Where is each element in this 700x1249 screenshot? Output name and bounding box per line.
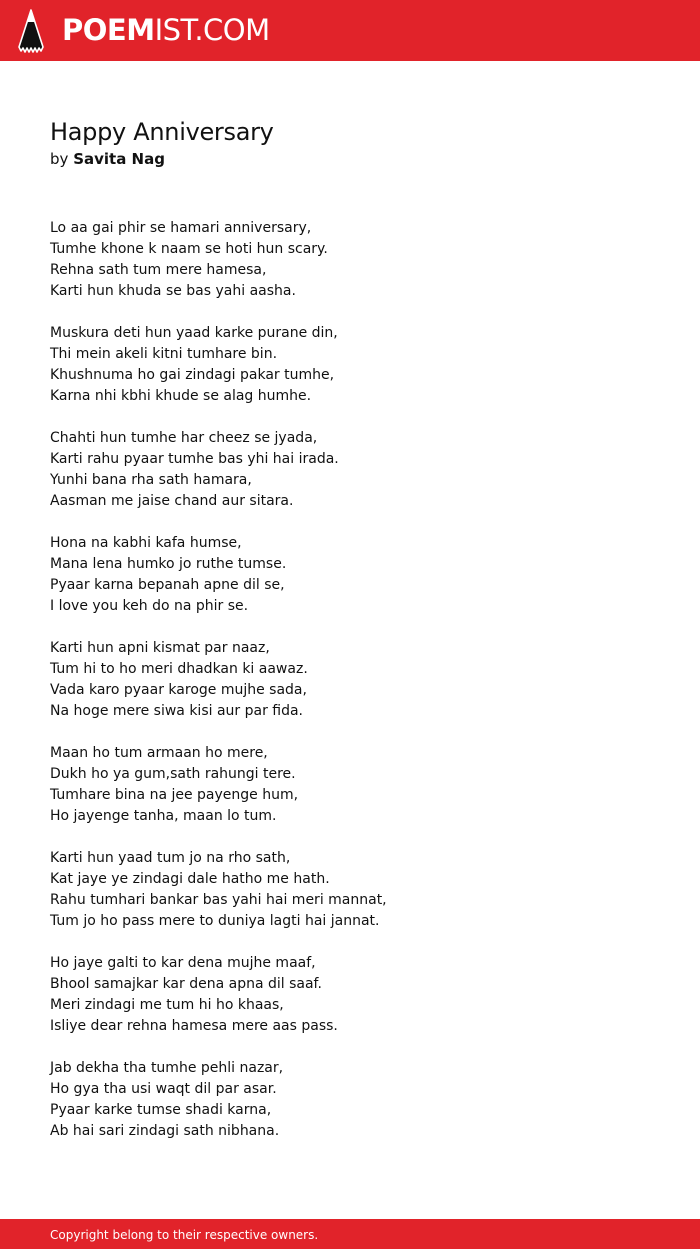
stanza xyxy=(50,638,670,722)
site-logo[interactable] xyxy=(62,11,270,49)
poem-line: Tum hi to ho meri dhadkan ki aawaz. xyxy=(50,661,308,677)
stanza xyxy=(50,953,670,1037)
poem-line: Maan ho tum armaan ho mere, xyxy=(50,745,268,761)
poem-line: Tum jo ho pass mere to duniya lagti hai jannat. xyxy=(50,913,380,929)
poem-line: Mana lena humko jo ruthe tumse. xyxy=(50,556,287,572)
poem-line: Thi mein akeli kitni tumhare bin. xyxy=(50,346,278,362)
site-footer xyxy=(0,1219,700,1249)
by-label: by xyxy=(50,150,69,168)
poem-line: Rahu tumhari bankar bas yahi hai meri mannat, xyxy=(50,892,387,908)
poem-line: Ab hai sari zindagi sath nibhana. xyxy=(50,1123,280,1139)
poem-line: Vada karo pyaar karoge mujhe sada, xyxy=(50,682,307,698)
poem-line: Rehna sath tum mere hamesa, xyxy=(50,262,267,278)
footer-copyright: Copyright belong to their respective owners. xyxy=(50,1228,319,1242)
poem-title: Happy Anniversary xyxy=(50,118,274,146)
poem-body xyxy=(50,218,670,1163)
poem-line: Kat jaye ye zindagi dale hatho me hath. xyxy=(50,871,330,887)
stanza xyxy=(50,533,670,617)
poem-line: I love you keh do na phir se. xyxy=(50,598,249,614)
stanza xyxy=(50,1058,670,1142)
logo-bold-text: POEM xyxy=(62,13,155,47)
stanza xyxy=(50,743,670,827)
poem-line: Dukh ho ya gum,sath rahungi tere. xyxy=(50,766,296,782)
poem-line: Pyaar karke tumse shadi karna, xyxy=(50,1102,272,1118)
poem-line: Bhool samajkar kar dena apna dil saaf. xyxy=(50,976,322,992)
poem-line: Karti hun yaad tum jo na rho sath, xyxy=(50,850,291,866)
poem-line: Tumhare bina na jee payenge hum, xyxy=(50,787,299,803)
stanza xyxy=(50,323,670,407)
poem-line: Hona na kabhi kafa humse, xyxy=(50,535,242,551)
poem-line: Lo aa gai phir se hamari anniversary, xyxy=(50,220,312,236)
poem-line: Ho jaye galti to kar dena mujhe maaf, xyxy=(50,955,316,971)
poem-line: Isliye dear rehna hamesa mere aas pass. xyxy=(50,1018,338,1034)
stanza xyxy=(50,428,670,512)
poem-line: Meri zindagi me tum hi ho khaas, xyxy=(50,997,284,1013)
poem-line: Na hoge mere siwa kisi aur par fida. xyxy=(50,703,304,719)
pencil-tip-icon xyxy=(17,9,45,53)
poem-line: Tumhe khone k naam se hoti hun scary. xyxy=(50,241,328,257)
poem-author: Savita Nag xyxy=(73,150,165,168)
stanza xyxy=(50,848,670,932)
poem-line: Jab dekha tha tumhe pehli nazar, xyxy=(50,1060,284,1076)
poem-line: Yunhi bana rha sath hamara, xyxy=(50,472,252,488)
poem-line: Karna nhi kbhi khude se alag humhe. xyxy=(50,388,312,404)
poem-line: Aasman me jaise chand aur sitara. xyxy=(50,493,294,509)
site-header xyxy=(0,0,700,61)
poem-byline xyxy=(50,148,165,170)
poem-line: Karti hun apni kismat par naaz, xyxy=(50,640,270,656)
poem-line: Karti rahu pyaar tumhe bas yhi hai irada. xyxy=(50,451,339,467)
stanza xyxy=(50,218,670,302)
poem-line: Ho jayenge tanha, maan lo tum. xyxy=(50,808,277,824)
poem-line: Muskura deti hun yaad karke purane din, xyxy=(50,325,338,341)
poem-line: Ho gya tha usi waqt dil par asar. xyxy=(50,1081,277,1097)
logo-light-text: IST.COM xyxy=(154,13,270,47)
poem-line: Chahti hun tumhe har cheez se jyada, xyxy=(50,430,318,446)
poem-line: Pyaar karna bepanah apne dil se, xyxy=(50,577,285,593)
poem-line: Karti hun khuda se bas yahi aasha. xyxy=(50,283,296,299)
poem-line: Khushnuma ho gai zindagi pakar tumhe, xyxy=(50,367,335,383)
